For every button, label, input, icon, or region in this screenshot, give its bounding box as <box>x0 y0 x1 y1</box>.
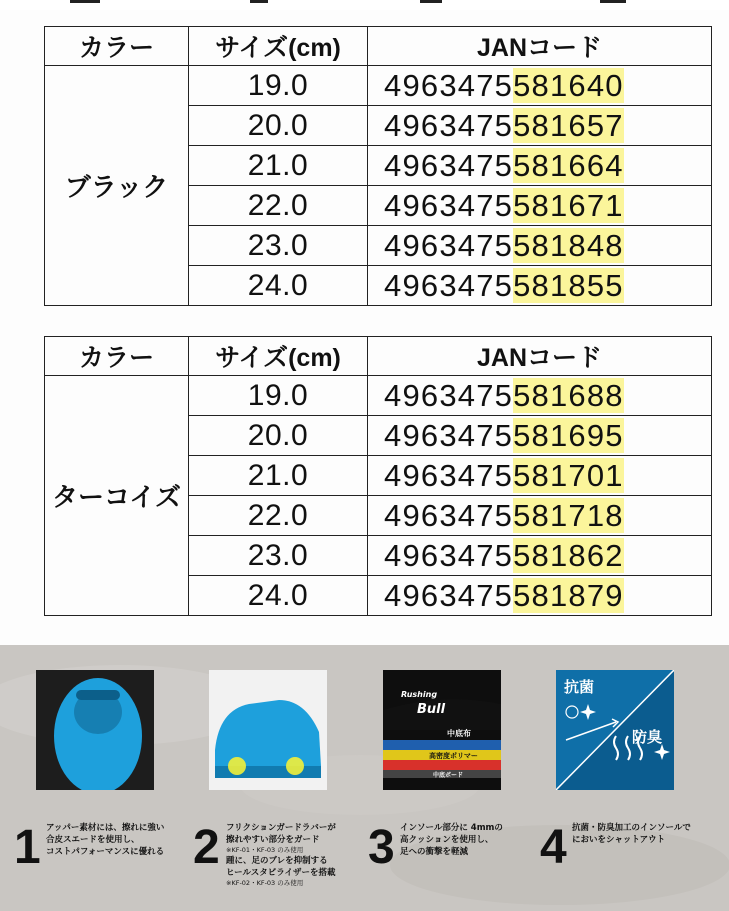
jan-cell <box>368 576 712 616</box>
size-cell: 19.0 <box>189 66 368 106</box>
jan-suffix-highlight: 581664 <box>513 147 624 183</box>
table-row <box>45 376 712 416</box>
jan-cell <box>368 226 712 266</box>
feature-image-1 <box>36 670 154 790</box>
caption-note: ※KF-02・KF-03 のみ使用 <box>226 879 304 887</box>
size-cell: 19.0 <box>189 376 368 416</box>
jan-suffix-highlight: 581855 <box>513 267 624 303</box>
feature-image-4 <box>556 670 674 790</box>
jan-suffix-highlight: 581657 <box>513 107 624 143</box>
jan-prefix: 4963475 <box>384 267 514 303</box>
size-cell: 21.0 <box>189 146 368 186</box>
header-size: サイズ(cm) <box>189 337 368 376</box>
caption-line: においをシャットアウト <box>572 835 666 845</box>
jan-cell <box>368 416 712 456</box>
jan-suffix-highlight: 581862 <box>513 537 624 573</box>
caption-line: 合皮スエードを使用し、 <box>46 835 140 845</box>
jan-cell <box>368 186 712 226</box>
jan-prefix: 4963475 <box>384 67 514 103</box>
table-header-row <box>45 27 712 66</box>
jan-table-turquoise <box>44 336 712 616</box>
shoe-side-icon <box>209 670 327 790</box>
header-jan: JANコード <box>368 337 712 376</box>
feature-number-4: 4 <box>540 821 567 874</box>
caption-line: 足への衝撃を軽減 <box>400 847 469 857</box>
jan-prefix: 4963475 <box>384 417 514 453</box>
caption-line: 擦れやすい部分をガード <box>226 835 320 845</box>
header-size: サイズ(cm) <box>189 27 368 66</box>
insole-brand: Bull <box>417 702 446 717</box>
top-edge <box>0 0 729 10</box>
feature-caption-2 <box>226 822 336 888</box>
size-cell: 24.0 <box>189 576 368 616</box>
jan-prefix: 4963475 <box>384 107 514 143</box>
shoe-top-icon <box>36 670 154 790</box>
jan-prefix: 4963475 <box>384 577 514 613</box>
jan-prefix: 4963475 <box>384 497 514 533</box>
header-color: カラー <box>45 337 189 376</box>
insole-layer-1: 中底布 <box>447 729 471 738</box>
caption-line: フリクションガードラバーが <box>226 823 336 833</box>
header-jan: JANコード <box>368 27 712 66</box>
caption-line: 踵に、足のブレを抑制する <box>226 856 328 866</box>
size-cell: 22.0 <box>189 496 368 536</box>
antibac-label: 抗菌 <box>564 678 595 696</box>
jan-prefix: 4963475 <box>384 537 514 573</box>
size-cell: 23.0 <box>189 536 368 576</box>
feature-image-2 <box>209 670 327 790</box>
jan-prefix: 4963475 <box>384 457 514 493</box>
table-header-row <box>45 337 712 376</box>
jan-suffix-highlight: 581695 <box>513 417 624 453</box>
size-cell: 20.0 <box>189 106 368 146</box>
feature-strip <box>0 645 729 911</box>
caption-line: コストパフォーマンスに優れる <box>46 847 165 857</box>
jan-prefix: 4963475 <box>384 147 514 183</box>
feature-image-3 <box>383 670 501 790</box>
feature-caption-4 <box>572 822 691 846</box>
caption-line: 高クッションを使用し、 <box>400 835 494 845</box>
table-row <box>45 66 712 106</box>
jan-cell <box>368 376 712 416</box>
jan-suffix-highlight: 581848 <box>513 227 624 263</box>
insole-script: Rushing <box>401 690 438 699</box>
color-name-cell: ターコイズ <box>45 376 189 616</box>
header-color: カラー <box>45 27 189 66</box>
color-name-cell: ブラック <box>45 66 189 306</box>
size-cell: 21.0 <box>189 456 368 496</box>
jan-suffix-highlight: 581688 <box>513 377 624 413</box>
size-cell: 22.0 <box>189 186 368 226</box>
size-cell: 20.0 <box>189 416 368 456</box>
jan-cell <box>368 106 712 146</box>
feature-caption-3 <box>400 822 503 858</box>
size-cell: 23.0 <box>189 226 368 266</box>
jan-suffix-highlight: 581879 <box>513 577 624 613</box>
jan-cell <box>368 66 712 106</box>
jan-cell <box>368 266 712 306</box>
jan-cell <box>368 146 712 186</box>
jan-suffix-highlight: 581640 <box>513 67 624 103</box>
jan-prefix: 4963475 <box>384 227 514 263</box>
caption-note: ※KF-01・KF-03 のみ使用 <box>226 846 304 854</box>
jan-suffix-highlight: 581671 <box>513 187 624 223</box>
insole-layer-2: 高密度ポリマー <box>429 752 478 760</box>
feature-number-3: 3 <box>368 821 395 874</box>
jan-suffix-highlight: 581718 <box>513 497 624 533</box>
feature-number-1: 1 <box>14 821 41 874</box>
caption-line: 抗菌・防臭加工のインソールで <box>572 823 691 833</box>
jan-cell <box>368 456 712 496</box>
deodorant-label: 防臭 <box>632 728 663 746</box>
jan-cell <box>368 536 712 576</box>
caption-line: インソール部分に 4mmの <box>400 823 503 833</box>
jan-table-black <box>44 26 712 306</box>
caption-line: アッパー素材には、擦れに強い <box>46 823 165 833</box>
jan-prefix: 4963475 <box>384 377 514 413</box>
insole-layer-3: 中底ボード <box>433 772 464 779</box>
size-cell: 24.0 <box>189 266 368 306</box>
jan-cell <box>368 496 712 536</box>
feature-caption-1 <box>46 822 164 858</box>
feature-number-2: 2 <box>193 821 220 874</box>
jan-suffix-highlight: 581701 <box>513 457 624 493</box>
caption-line: ヒールスタビライザーを搭載 <box>226 868 336 878</box>
jan-prefix: 4963475 <box>384 187 514 223</box>
